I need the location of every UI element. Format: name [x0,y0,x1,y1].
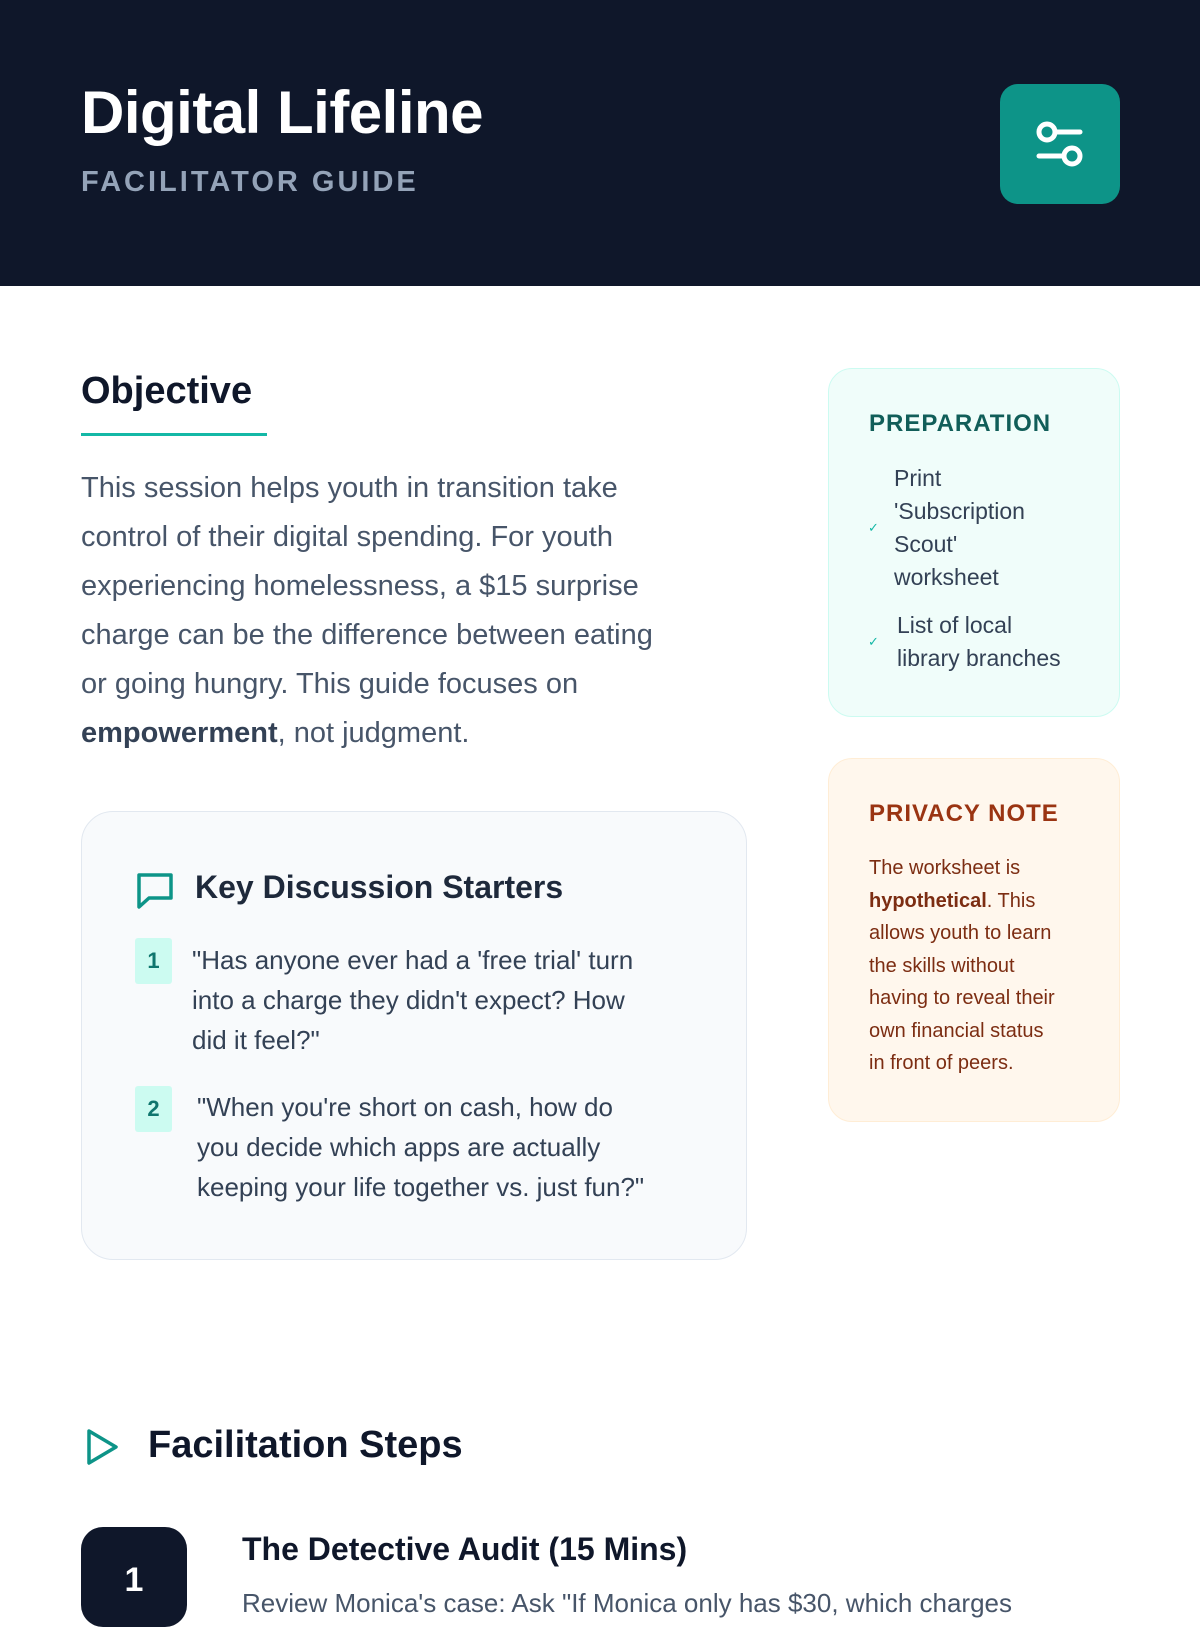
play-icon [84,1427,120,1467]
page-header [0,0,1200,286]
privacy-line: The worksheet is [869,857,1021,879]
question-line: "Has anyone ever had a 'free trial' turn [192,945,634,975]
objective-line: control of their digital spending. For youth [81,521,613,553]
preparation-item-line: Scout' [894,531,958,557]
check-icon: ✓ [868,634,879,649]
sliders-icon [1032,116,1088,172]
question-line: into a charge they didn't expect? How [192,985,625,1015]
question-line: did it feel?" [192,1025,320,1055]
chat-bubble-icon [135,870,175,910]
check-icon: ✓ [868,520,879,535]
objective-tail: , not judgment. [277,717,470,749]
privacy-line: in front of peers. [869,1052,1014,1074]
preparation-heading: PREPARATION [869,410,1052,437]
page-subtitle: FACILITATOR GUIDE [81,166,419,198]
step-description: Review Monica's case: Ask "If Monica only has $30, which charges [242,1588,1012,1618]
objective-text [81,464,746,758]
preparation-item [894,462,1025,594]
step-number-badge: 1 [81,1527,187,1627]
objective-line: experiencing homelessness, a $15 surprise [81,570,639,602]
privacy-line: own financial status [869,1019,1044,1042]
objective-line: This session helps youth in transition take [81,472,618,504]
preparation-item-line: 'Subscription [894,498,1025,524]
objective-underline [81,433,267,436]
step-title: The Detective Audit (15 Mins) [242,1531,688,1567]
question-line: "When you're short on cash, how do [197,1092,613,1122]
steps-heading: Facilitation Steps [148,1424,463,1466]
page-title: Digital Lifeline [81,79,484,146]
privacy-line: the skills without [869,954,1015,977]
privacy-line: allows youth to learn [869,922,1052,944]
privacy-fragment: . This [986,889,1036,912]
question-text [197,1087,717,1207]
question-number-badge: 1 [135,938,172,984]
question-line: you decide which apps are actually [197,1132,601,1162]
preparation-item-line: List of local [897,612,1013,638]
question-number-badge: 2 [135,1086,172,1132]
settings-button[interactable] [1000,84,1120,204]
privacy-text [869,852,1084,1080]
objective-line: charge can be the difference between eating [81,619,653,651]
objective-line [81,709,746,758]
privacy-emphasis: hypothetical [869,889,987,912]
privacy-line [869,885,1084,918]
preparation-item-line: library branches [897,645,1061,671]
privacy-heading: PRIVACY NOTE [869,800,1059,827]
discussion-heading: Key Discussion Starters [195,869,564,905]
objective-emphasis: empowerment [81,717,278,749]
question-line: keeping your life together vs. just fun?" [197,1172,645,1202]
question-text [192,940,712,1060]
privacy-line: having to reveal their [869,987,1055,1009]
preparation-item [897,609,1061,675]
preparation-item-line: Print [894,465,942,491]
preparation-item-line: worksheet [894,564,999,590]
objective-heading: Objective [81,370,253,412]
objective-line: or going hungry. This guide focuses on [81,668,579,700]
